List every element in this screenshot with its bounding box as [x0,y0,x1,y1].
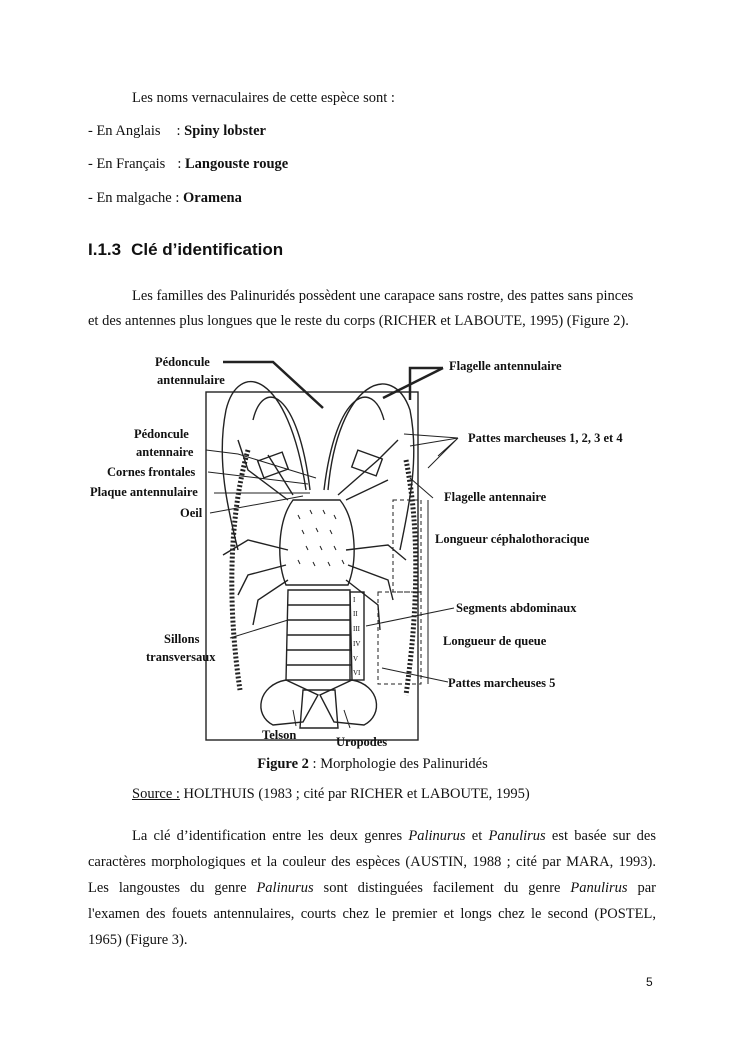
label-longueur-cephalo: Longueur céphalothoracique [435,532,590,546]
label-plaque-antennulaire: Plaque antennulaire [90,485,198,499]
telson [300,690,338,728]
label-pedoncule-antennaire-1: Pédoncule [134,427,189,441]
label-flagelle-antennulaire: Flagelle antennulaire [449,359,562,373]
seg-number-3: III [353,625,360,633]
para2-line5: 1965) (Figure 3). [88,932,188,948]
seg-number-6: VI [353,669,361,677]
lobster-diagram [88,350,656,752]
cephalothorax [280,500,354,585]
para2-line3: Les langoustes du genre Palinurus sont distinguées facilement du genre Panulirus par [88,880,656,896]
figure-frame [206,392,418,740]
right-antenna [406,460,416,695]
para2-line1: La clé d’identification entre les deux genres Palinurus et Panulirus est basée sur des [132,828,656,844]
name-french: - En Français : Langouste rouge [88,156,289,172]
label-pattes-5: Pattes marcheuses 5 [448,676,556,690]
name-english: - En Anglais : Spiny lobster [88,123,266,139]
seg-number-4: IV [353,640,361,648]
label-oeil: Oeil [180,506,203,520]
label-segments-abdominaux: Segments abdominaux [456,601,577,615]
seg-number-1: I [353,596,356,604]
label-cornes-frontales: Cornes frontales [107,465,196,479]
label-pedoncule-antennaire-2: antennaire [136,445,194,459]
label-pedoncule-antennulaire-1: Pédoncule [155,355,210,369]
seg-number-5: V [353,655,359,663]
left-antenna [232,450,248,690]
name-malagasy: - En malgache : Oramena [88,190,242,206]
label-uropodes: Uropodes [336,735,388,749]
label-sillons-1: Sillons [164,632,200,646]
para1-line2: et des antennes plus longues que le reste du corps (RICHER et LABOUTE, 1995) (Figure 2). [88,313,629,329]
label-pedoncule-antennulaire-2: antennulaire [157,373,225,387]
left-uropod [261,680,318,725]
label-telson: Telson [262,728,297,742]
figure-source: Source : HOLTHUIS (1983 ; cité par RICHER et LABOUTE, 1995) [132,786,530,802]
section-heading: I.1.3 Clé d’identification [88,240,284,259]
intro-text: Les noms vernaculaires de cette espèce sont : [132,90,395,106]
para1-line1: Les familles des Palinuridés possèdent une carapace sans rostre, des pattes sans pinces [132,288,634,304]
seg-number-2: II [353,610,358,618]
label-flagelle-antennaire: Flagelle antennaire [444,490,547,504]
figure-caption: Figure 2 : Morphologie des Palinuridés [257,756,488,772]
label-pattes-1234: Pattes marcheuses 1, 2, 3 et 4 [468,431,623,445]
lobster-figure [88,350,656,752]
page-number: 5 [646,975,653,989]
para2-line4: l'examen des fouets antennulaires, courts chez le premier et longs chez le second (POSTEL, [88,906,656,922]
label-sillons-2: transversaux [146,650,216,664]
label-longueur-queue: Longueur de queue [443,634,547,648]
para2-line2: caractères morphologiques et la couleur des espèces (AUSTIN, 1988 ; cité par MARA, 1993). [88,854,656,870]
right-uropod [320,680,377,725]
